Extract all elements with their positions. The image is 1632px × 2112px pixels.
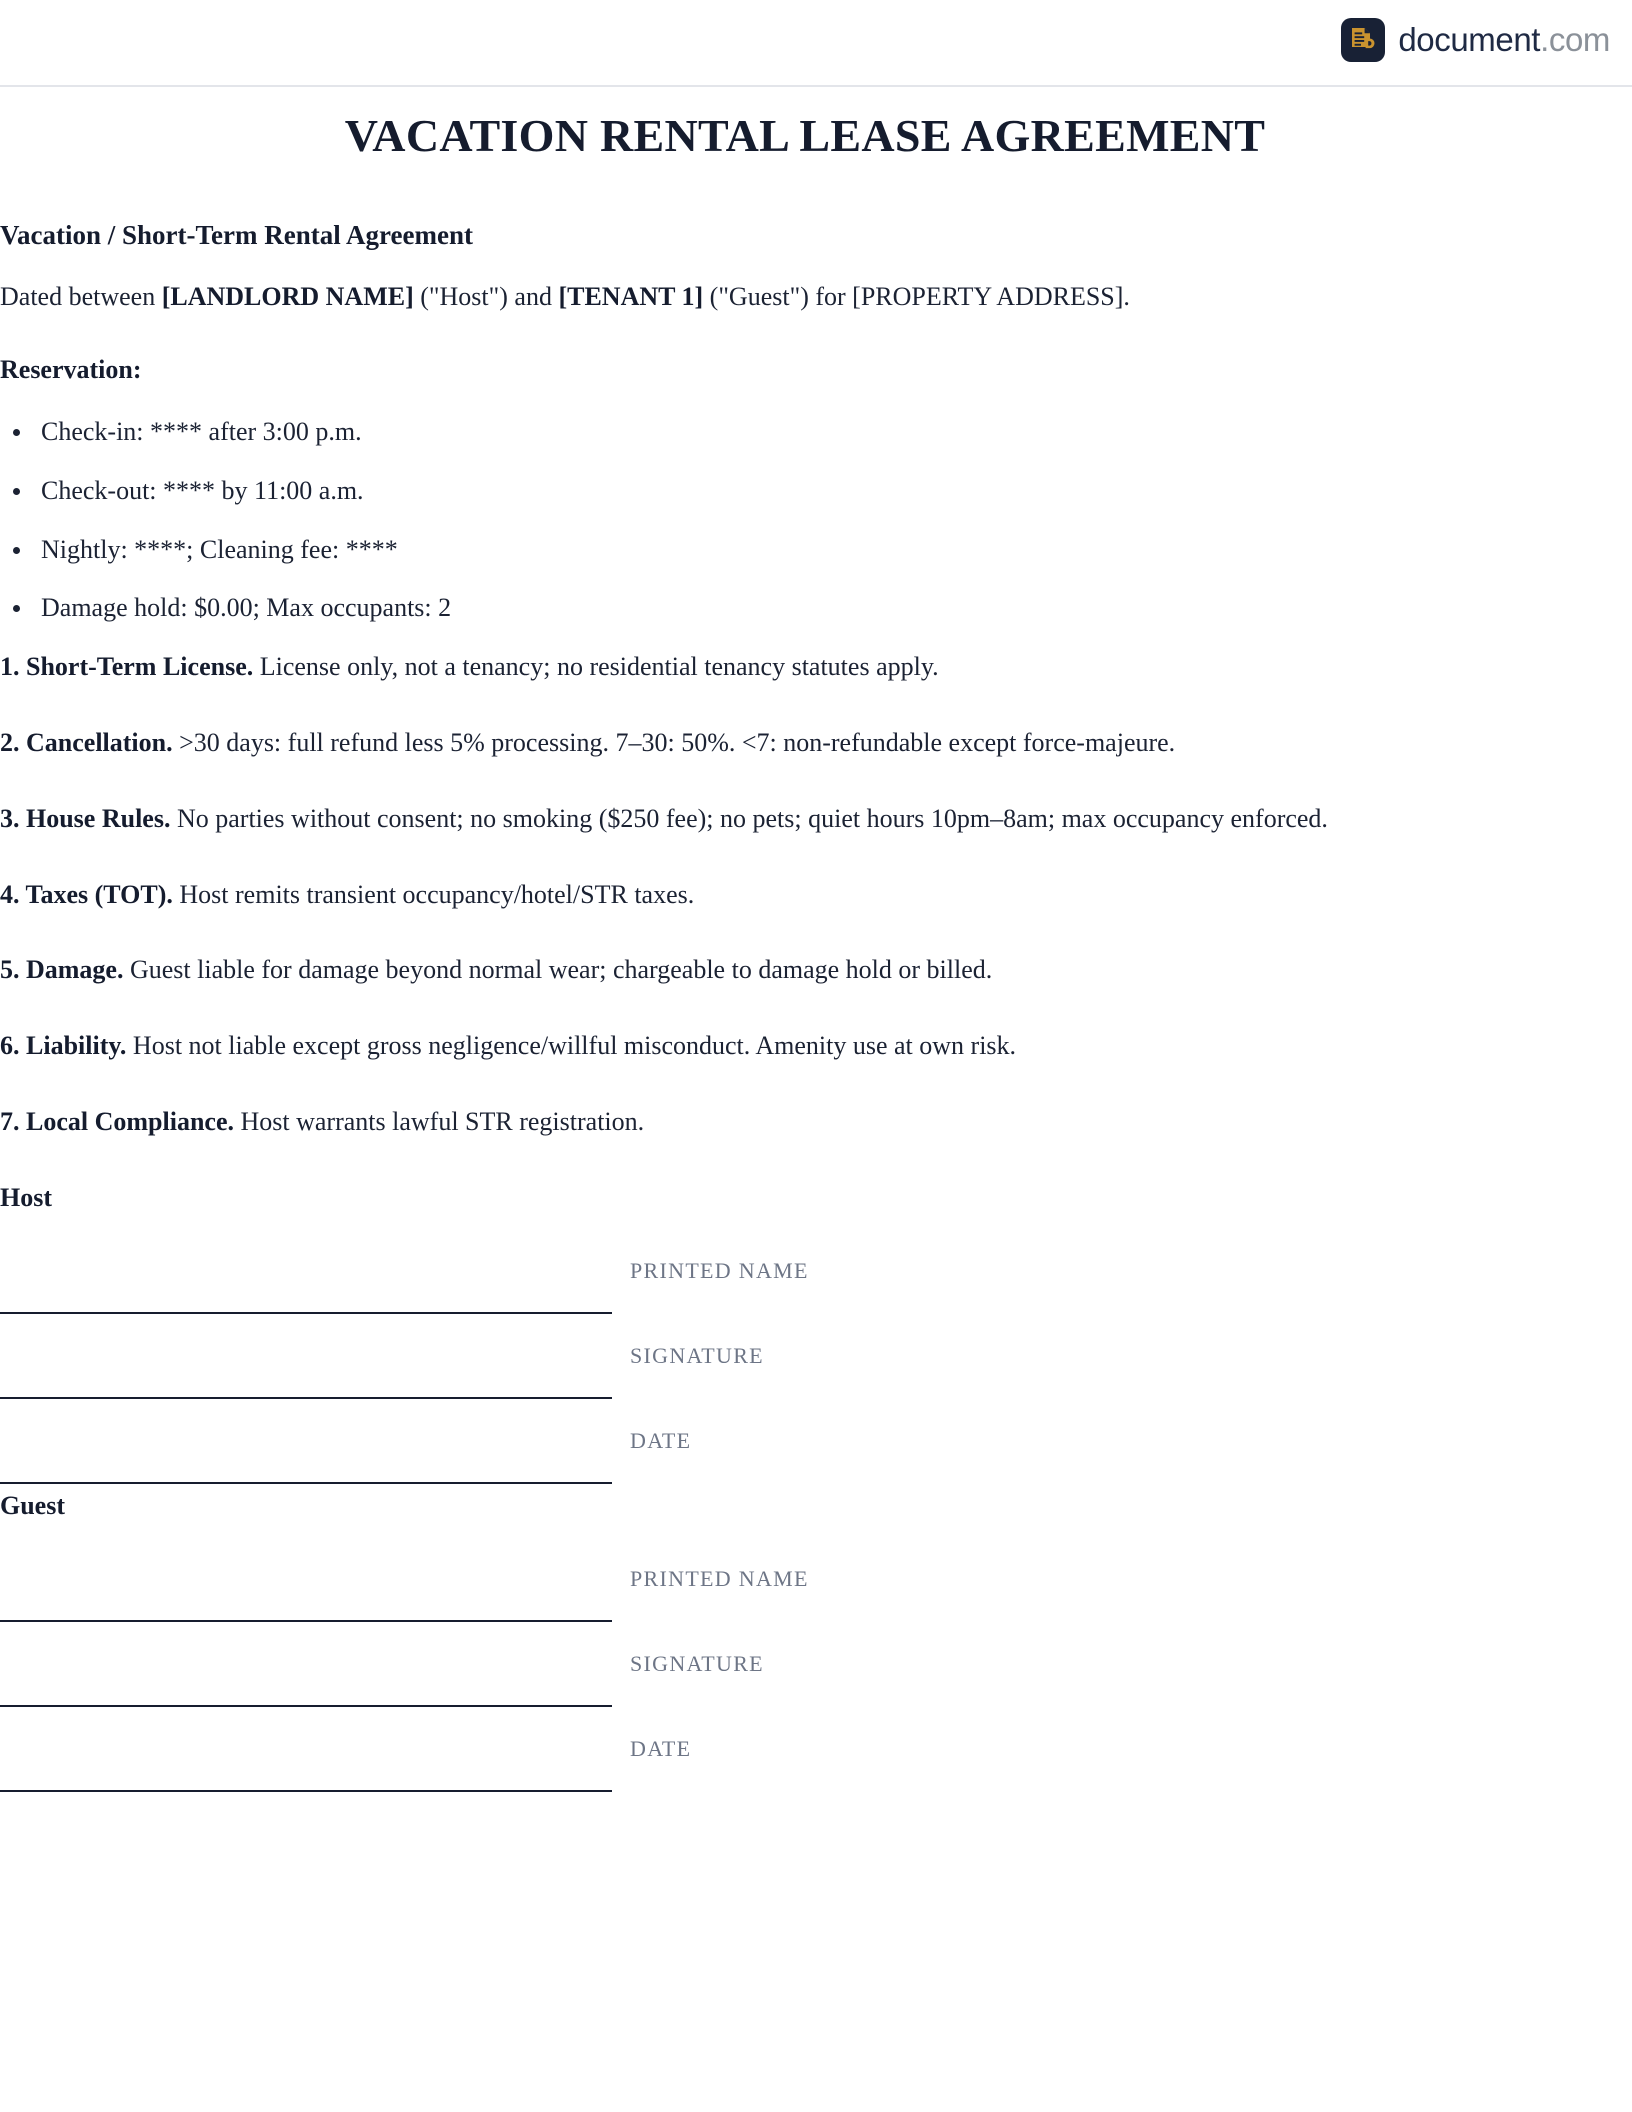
clause-damage	[0, 953, 1610, 988]
list-item: Damage hold: $0.00; Max occupants: 2	[0, 591, 1610, 625]
host-date-label: DATE	[630, 1427, 692, 1453]
guest-signature-group	[0, 1537, 1610, 1792]
brand-name-primary: document	[1398, 21, 1541, 58]
clause-cancellation	[0, 726, 1610, 761]
clause-text: Host remits transient occupancy/hotel/STR taxes.	[172, 879, 695, 909]
clause-label: 6. Liability.	[0, 1031, 127, 1061]
document-logo-icon	[1341, 18, 1385, 62]
brand-name	[1398, 23, 1610, 56]
host-date-row[interactable]	[0, 1399, 1610, 1484]
clause-short-term-license	[0, 650, 1610, 685]
list-item: Nightly: ****; Cleaning fee: ****	[0, 533, 1610, 567]
clause-text: License only, not a tenancy; no residential tenancy statutes apply.	[253, 652, 939, 682]
brand-name-tld: .com	[1540, 21, 1610, 58]
brand-logo[interactable]	[1341, 18, 1610, 68]
page-title: VACATION RENTAL LEASE AGREEMENT	[344, 110, 1266, 161]
intro-lead: Dated between	[0, 282, 162, 312]
guest-date-row[interactable]	[0, 1707, 1610, 1792]
clause-text: No parties without consent; no smoking ($250 fee); no pets; quiet hours 10pm–8am; max occupancy enforced.	[170, 803, 1328, 833]
list-item: Check-in: **** after 3:00 p.m.	[0, 415, 1610, 449]
clause-label: 7. Local Compliance.	[0, 1107, 234, 1137]
clause-liability	[0, 1029, 1610, 1064]
clause-label: 4. Taxes (TOT).	[0, 879, 173, 909]
host-printed-name-row[interactable]	[0, 1229, 1610, 1314]
parties-paragraph	[0, 280, 1610, 315]
tenant-placeholder: [TENANT 1]	[558, 282, 704, 312]
clause-label: 5. Damage.	[0, 955, 124, 985]
guest-printed-name-label: PRINTED NAME	[630, 1565, 809, 1591]
clause-text: Guest liable for damage beyond normal wear; chargeable to damage hold or billed.	[123, 955, 993, 985]
clause-label: 1. Short-Term License.	[0, 652, 254, 682]
guest-signature-row[interactable]	[0, 1622, 1610, 1707]
document-content	[0, 109, 1632, 1792]
reservation-heading: Reservation:	[0, 355, 142, 385]
landlord-placeholder: [LANDLORD NAME]	[161, 282, 414, 312]
intro-mid-2: ("Guest") for [PROPERTY ADDRESS].	[703, 282, 1130, 312]
guest-date-label: DATE	[630, 1735, 692, 1761]
host-signature-group	[0, 1229, 1610, 1484]
clause-house-rules	[0, 802, 1610, 837]
clause-label: 3. House Rules.	[0, 803, 171, 833]
intro-mid-1: ("Host") and	[413, 282, 559, 312]
host-date-line[interactable]	[0, 1482, 612, 1484]
reservation-list	[0, 415, 1610, 625]
guest-printed-name-row[interactable]	[0, 1537, 1610, 1622]
list-item: Check-out: **** by 11:00 a.m.	[0, 474, 1610, 508]
clause-taxes	[0, 878, 1610, 913]
clause-text: >30 days: full refund less 5% processing. 7–30: 50%. <7: non-refundable except force-majeure.	[172, 728, 1176, 757]
clause-list	[0, 650, 1610, 1140]
clause-text: Host not liable except gross negligence/willful misconduct. Amenity use at own risk.	[126, 1031, 1017, 1061]
clause-label: 2. Cancellation.	[0, 728, 173, 757]
agreement-subtitle: Vacation / Short-Term Rental Agreement	[0, 220, 473, 251]
guest-date-line[interactable]	[0, 1790, 612, 1792]
document-header	[0, 0, 1632, 87]
guest-signature-label: SIGNATURE	[630, 1650, 764, 1676]
guest-signature-heading: Guest	[0, 1490, 65, 1520]
host-signature-row[interactable]	[0, 1314, 1610, 1399]
host-signature-heading: Host	[0, 1182, 52, 1212]
host-signature-label: SIGNATURE	[630, 1342, 764, 1368]
clause-text: Host warrants lawful STR registration.	[234, 1107, 645, 1137]
clause-local-compliance	[0, 1105, 1610, 1140]
host-printed-name-label: PRINTED NAME	[630, 1257, 809, 1283]
